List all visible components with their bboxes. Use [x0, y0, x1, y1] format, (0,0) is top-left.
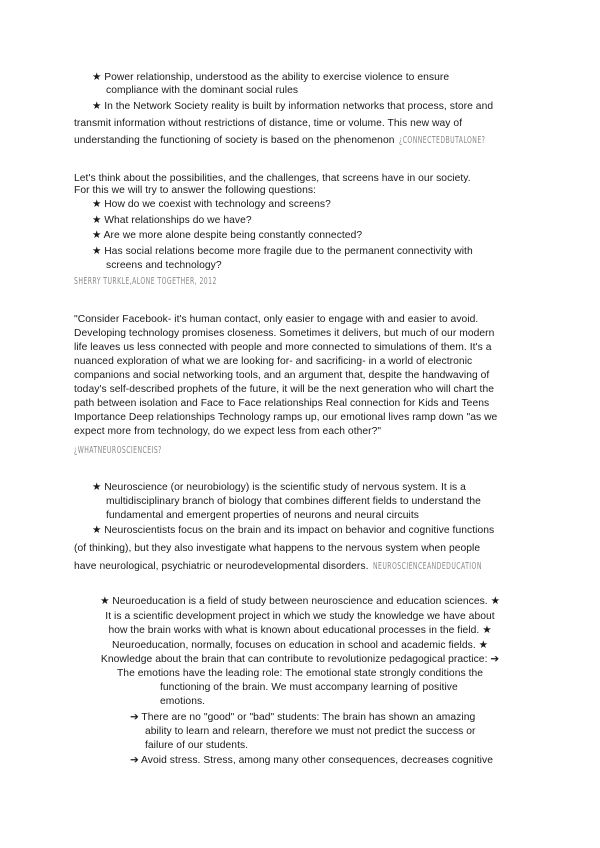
question-4-line-2: screens and technology? — [106, 260, 222, 271]
bullet-network-text: understanding the functioning of society is based on the phenomenon — [74, 135, 395, 146]
bullet-power-line-1: ★ Power relationship, understood as the ability to exercise violence to ensure — [92, 72, 450, 83]
edu-line-8: emotions. — [160, 696, 206, 707]
edu-line-4: Neuroeducation, normally, focuses on education in school and academic fields. ★ — [112, 640, 488, 651]
quote-line-4: nuanced exploration of what we are looking for- and sacrificing- in a world of electronic — [74, 356, 473, 367]
bullet-network-line-3 — [74, 134, 519, 147]
question-1: ★ How do we coexist with technology and screens? — [92, 199, 331, 210]
neuro-2-line-2: (of thinking), but they also investigate what happens to the nervous system when people — [74, 543, 481, 554]
arrow-2-line-1: ➔ Avoid stress. Stress, among many other consequences, decreases cognitive — [130, 755, 493, 766]
neuro-1-line-2: multidisciplinary branch of biology that combines different fields to understand the — [106, 496, 481, 507]
neuro-2-text: have neurological, psychiatric or neurodevelopmental disorders. — [74, 561, 369, 572]
question-2: ★ What relationships do we have? — [92, 215, 252, 226]
quote-line-1: "Consider Facebook- it's human contact, only easier to engage with and easier to avoid. — [74, 314, 479, 325]
heading-connected-but-alone: ¿CONNECTEDBUTALONE? — [399, 135, 486, 146]
edu-line-2: It is a scientific development project in which we study the knowledge we have about — [105, 611, 495, 622]
neuro-1-line-3: fundamental and emergent properties of neurons and neural circuits — [106, 510, 419, 521]
quote-line-9: expect more from technology, do we expect less from each other?" — [74, 426, 382, 437]
intro-line-1: Let's think about the possibilities, and the challenges, that screens have in our society. — [74, 173, 471, 184]
arrow-1-line-2: ability to learn and relearn, therefore we must not predict the success or — [145, 726, 476, 737]
quote-line-5: companions and social networking tools, and an argument that, despite the handwaving of — [74, 370, 490, 381]
edu-line-5: Knowledge about the brain that can contribute to revolutionize pedagogical practice: ➔ — [100, 654, 500, 665]
neuro-1-line-1: ★ Neuroscience (or neurobiology) is the scientific study of nervous system. It is a — [92, 482, 466, 493]
question-3: ★ Are we more alone despite being constantly connected? — [92, 230, 363, 241]
quote-line-3: life leaves us less connected with people and more connected to simulations of them. It's a — [74, 342, 492, 353]
neuro-2-line-1: ★ Neuroscientists focus on the brain and its impact on behavior and cognitive functions — [92, 525, 495, 536]
quote-line-8: Importance Deep relationships Technology ramps up, our emotional lives ramp down "as we — [74, 412, 498, 423]
quote-line-6: today's self-described prophets of the future, it will be the next generation who will chart the — [74, 384, 495, 395]
quote-line-2: Developing technology promises closeness. Sometimes it delivers, but much of our modern — [74, 328, 495, 339]
bullet-power-line-2: compliance with the dominant social rules — [106, 85, 299, 96]
edu-line-1: ★ Neuroeducation is a field of study between neuroscience and education sciences. ★ — [100, 596, 500, 607]
arrow-1-line-1: ➔ There are no "good" or "bad" students: The brain has shown an amazing — [130, 712, 476, 723]
question-4-line-1: ★ Has social relations become more fragile due to the permanent connectivity with — [92, 246, 473, 257]
quote-line-7: path between isolation and Face to Face relationships Real connection for Kids and Teens — [74, 398, 490, 409]
edu-line-6: The emotions have the leading role: The emotional state strongly conditions the — [116, 668, 484, 679]
edu-line-3: how the brain works with what is known about educational processes in the field. ★ — [108, 625, 492, 636]
arrow-1-line-3: failure of our students. — [145, 740, 249, 751]
edu-line-7: functioning of the brain. We must accompany learning of positive — [160, 682, 458, 693]
intro-line-2: For this we will try to answer the following questions: — [74, 185, 316, 196]
heading-what-neuroscience-is: ¿WHATNEUROSCIENCEIS? — [74, 445, 162, 456]
bullet-network-line-2: transmit information without restrictions of distance, time or volume. This new way of — [74, 118, 463, 129]
citation-sherry-turkle: SHERRY TURKLE,ALONE TOGETHER, 2012 — [74, 276, 217, 287]
bullet-network-line-1: ★ In the Network Society reality is built by information networks that process, store and — [92, 101, 494, 112]
heading-neuroscience-and-education: NEUROSCIENCEANDEDUCATION — [373, 561, 483, 572]
neuro-2-line-3 — [74, 560, 525, 573]
